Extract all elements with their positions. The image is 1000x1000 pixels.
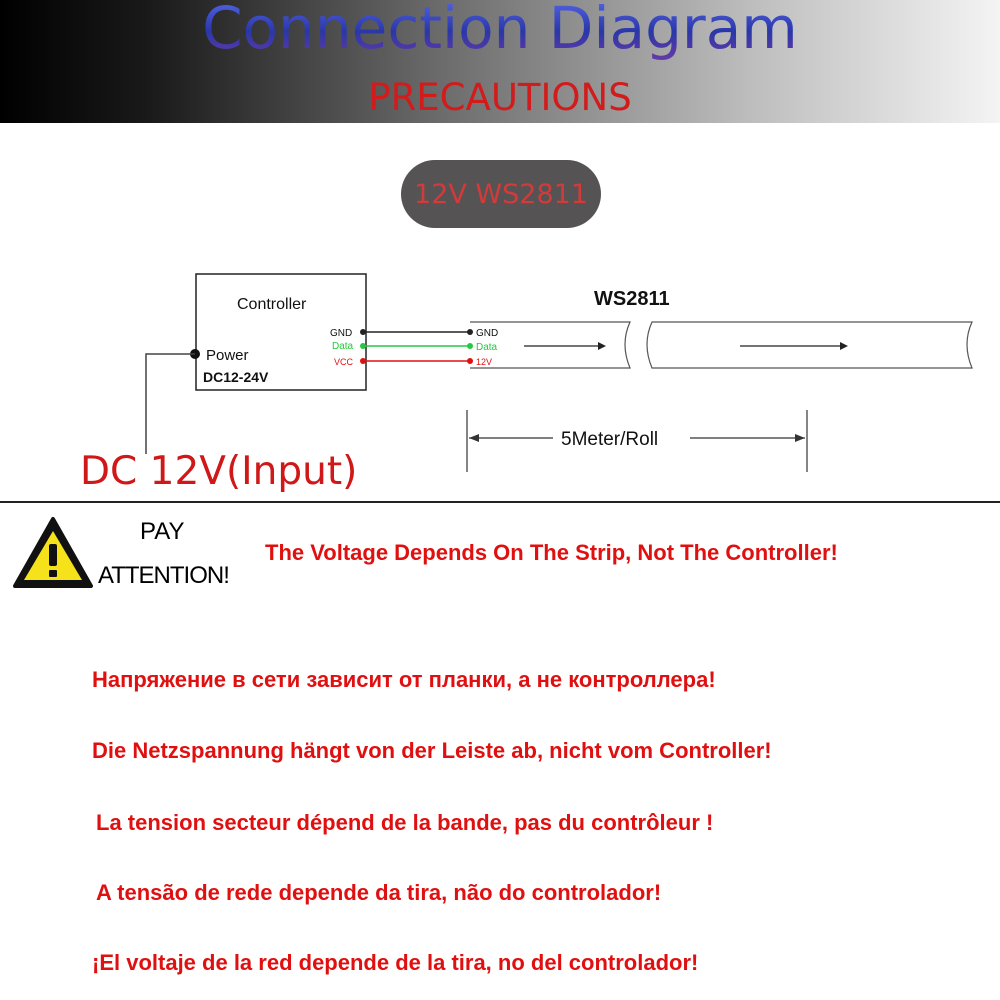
- section-divider: [0, 501, 1000, 503]
- strip-arrow-head-2: [840, 342, 848, 350]
- strip-gnd-terminal: [467, 329, 473, 335]
- header-banner: [0, 0, 1000, 123]
- warning-message-fr: La tension secteur dépend de la bande, pas du contrôleur !: [96, 810, 714, 835]
- warning-triangle-icon: [12, 516, 94, 590]
- controller-pin-vcc: VCC: [334, 357, 354, 367]
- strip-pin-data: Data: [476, 342, 498, 353]
- controller-pin-gnd: GND: [330, 328, 353, 339]
- strip-data-terminal: [467, 343, 473, 349]
- strip-title: WS2811: [594, 288, 670, 310]
- length-arrow-right: [795, 434, 805, 442]
- strip-pin-12v: 12V: [476, 357, 493, 367]
- controller-voltage-range: DC12-24V: [203, 369, 269, 385]
- attention-label: ATTENTION!: [98, 562, 229, 589]
- strip-arrow-head-1: [598, 342, 606, 350]
- warning-message-en: The Voltage Depends On The Strip, Not The Controller!: [265, 540, 838, 565]
- model-badge-label: 12V WS2811: [414, 178, 588, 210]
- model-badge: [401, 160, 601, 228]
- page-subtitle: PRECAUTIONS: [368, 76, 632, 119]
- strip-segment-2: [647, 322, 972, 368]
- warning-message-de: Die Netzspannung hängt von der Leiste ab, nicht vom Controller!: [92, 738, 772, 763]
- strip-length-label: 5Meter/Roll: [561, 429, 659, 450]
- controller-title: Controller: [237, 296, 307, 313]
- controller-power-label: Power: [206, 347, 249, 364]
- input-voltage-label: DC 12V(Input): [80, 449, 358, 494]
- warning-message-pt: A tensão de rede depende da tira, não do controlador!: [96, 880, 662, 905]
- strip-vcc-terminal: [467, 358, 473, 364]
- warning-message-es: ¡El voltaje de la red depende de la tira, no del controlador!: [92, 950, 699, 975]
- length-arrow-left: [469, 434, 479, 442]
- warning-message-ru: Напряжение в сети зависит от планки, а не контроллера!: [92, 667, 716, 692]
- power-input-wire: [146, 354, 195, 454]
- pay-label: PAY: [140, 518, 185, 545]
- page-title: Connection Diagram: [0, 0, 1000, 62]
- controller-pin-data: Data: [332, 341, 354, 352]
- wiring-diagram: [0, 240, 1000, 500]
- strip-pin-gnd: GND: [476, 328, 499, 339]
